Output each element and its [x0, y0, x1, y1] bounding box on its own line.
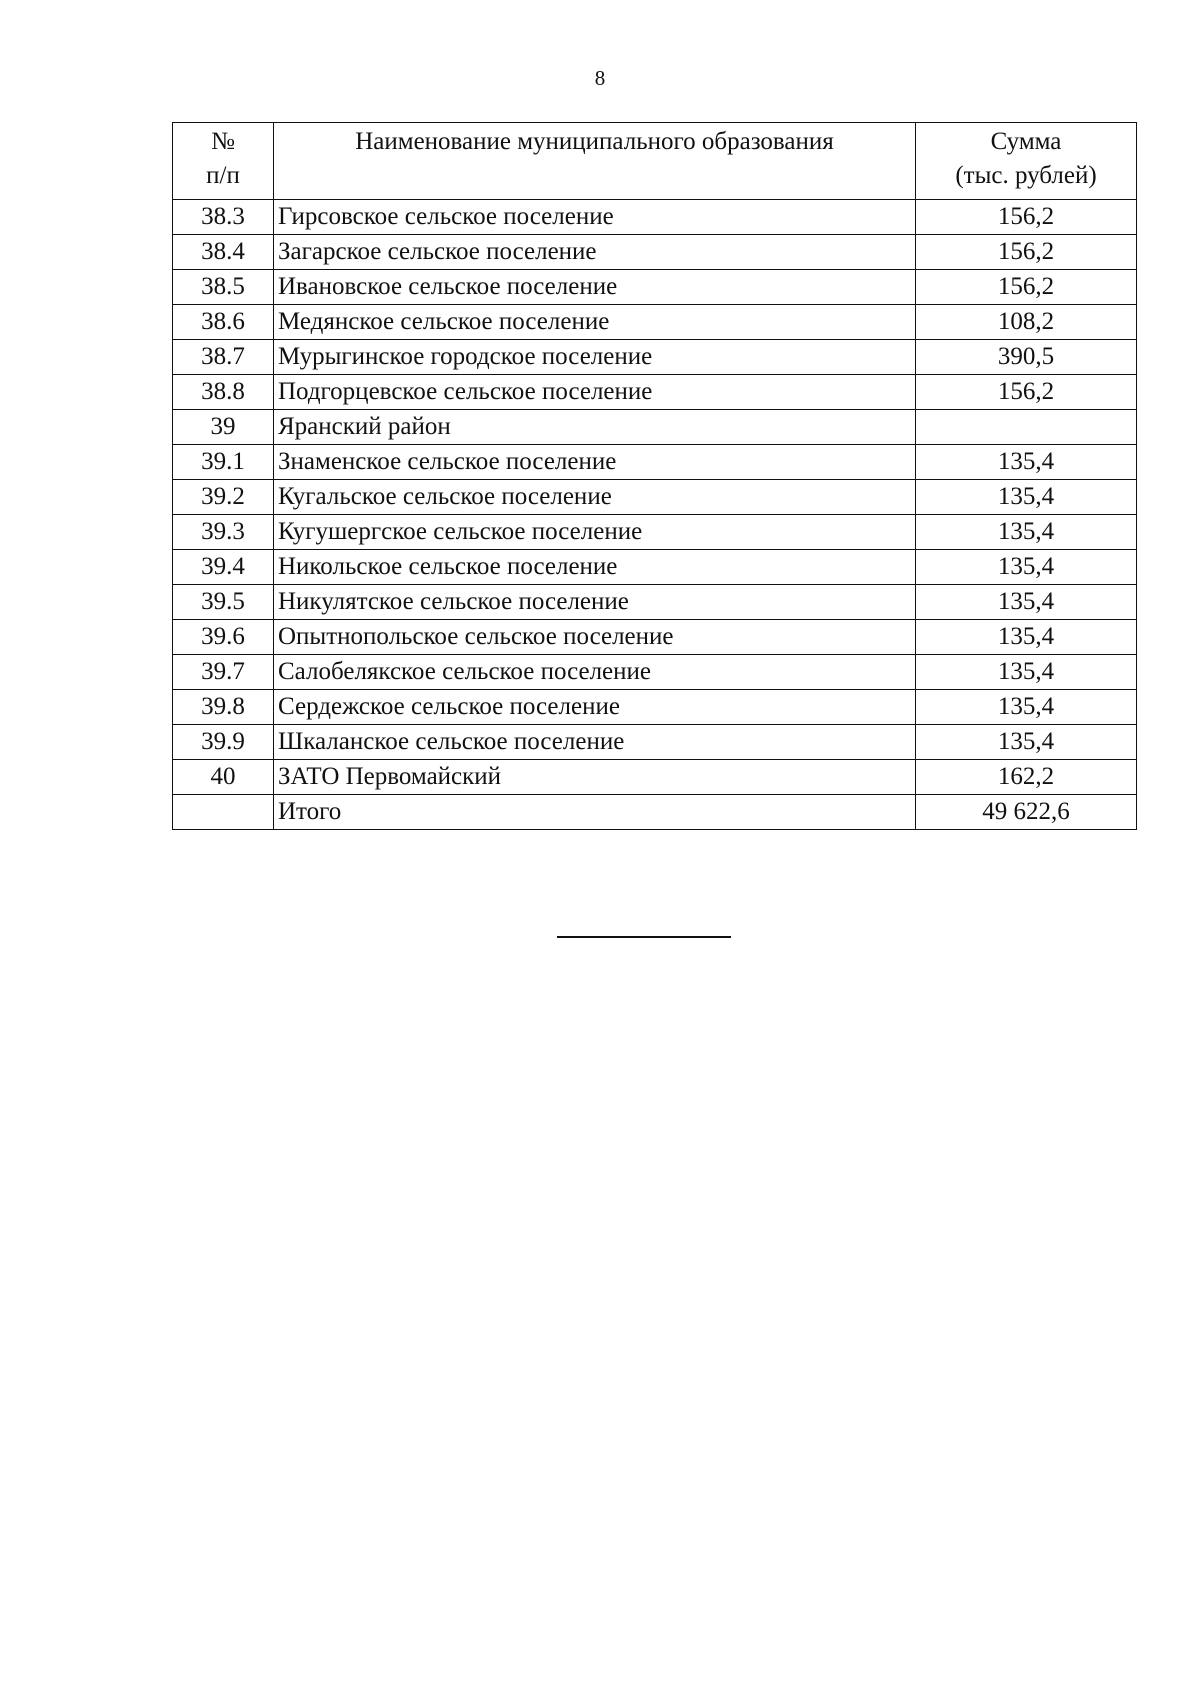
row-name: Ивановское сельское поселение: [274, 270, 916, 305]
row-name: Итого: [274, 795, 916, 830]
row-name: Шкаланское сельское поселение: [274, 725, 916, 760]
table-body: [173, 200, 1137, 830]
row-name: Кугушергское сельское поселение: [274, 515, 916, 550]
table-row: [173, 305, 1137, 340]
row-name: Никольское сельское поселение: [274, 550, 916, 585]
row-number: 39.1: [173, 445, 274, 480]
row-name: Загарское сельское поселение: [274, 235, 916, 270]
row-sum: 156,2: [916, 375, 1137, 410]
row-name: Салобелякское сельское поселение: [274, 655, 916, 690]
table-row: [173, 655, 1137, 690]
header-sum-line2: (тыс. рублей): [955, 162, 1097, 189]
row-name: Подгорцевское сельское поселение: [274, 375, 916, 410]
row-number: 39.2: [173, 480, 274, 515]
table-row: [173, 760, 1137, 795]
table-row: [173, 620, 1137, 655]
row-name: Яранский район: [274, 410, 916, 445]
table-row: [173, 270, 1137, 305]
row-sum: 135,4: [916, 620, 1137, 655]
table-header-row: [173, 123, 1137, 200]
end-of-document-rule: [557, 936, 731, 938]
header-name: [274, 123, 916, 200]
row-name: Мурыгинское городское поселение: [274, 340, 916, 375]
row-name: Никулятское сельское поселение: [274, 585, 916, 620]
row-sum: 135,4: [916, 655, 1137, 690]
row-number: 38.5: [173, 270, 274, 305]
header-number-line1: №: [211, 128, 235, 155]
table-row: [173, 445, 1137, 480]
header-number: [173, 123, 274, 200]
row-sum: 135,4: [916, 550, 1137, 585]
row-name: ЗАТО Первомайский: [274, 760, 916, 795]
row-number: 39.5: [173, 585, 274, 620]
row-number: 38.6: [173, 305, 274, 340]
table-row: [173, 585, 1137, 620]
table-row: [173, 235, 1137, 270]
row-sum: 162,2: [916, 760, 1137, 795]
table-row: [173, 550, 1137, 585]
row-sum: 156,2: [916, 200, 1137, 235]
row-name: Кугальское сельское поселение: [274, 480, 916, 515]
row-name: Знаменское сельское поселение: [274, 445, 916, 480]
table-row: [173, 200, 1137, 235]
row-number: [173, 795, 274, 830]
header-name-text: Наименование муниципального образования: [355, 128, 834, 155]
row-sum: 135,4: [916, 480, 1137, 515]
row-number: 39.8: [173, 690, 274, 725]
row-number: 40: [173, 760, 274, 795]
table-row: [173, 725, 1137, 760]
table-row: [173, 515, 1137, 550]
table-row: [173, 340, 1137, 375]
row-sum: 49 622,6: [916, 795, 1137, 830]
header-sum: [916, 123, 1137, 200]
row-name: Опытнопольское сельское поселение: [274, 620, 916, 655]
row-number: 39.9: [173, 725, 274, 760]
table-row: [173, 690, 1137, 725]
budget-allocation-table: [172, 122, 1137, 830]
row-number: 38.4: [173, 235, 274, 270]
row-number: 39.3: [173, 515, 274, 550]
row-name: Медянское сельское поселение: [274, 305, 916, 340]
row-sum: 390,5: [916, 340, 1137, 375]
row-sum: 135,4: [916, 585, 1137, 620]
row-number: 38.3: [173, 200, 274, 235]
row-sum: 135,4: [916, 445, 1137, 480]
row-number: 39.7: [173, 655, 274, 690]
row-number: 38.8: [173, 375, 274, 410]
header-number-line2: п/п: [206, 162, 240, 189]
table-row: [173, 480, 1137, 515]
row-sum: 135,4: [916, 725, 1137, 760]
row-number: 39: [173, 410, 274, 445]
row-sum: 156,2: [916, 270, 1137, 305]
row-number: 39.6: [173, 620, 274, 655]
row-number: 39.4: [173, 550, 274, 585]
row-name: Гирсовское сельское поселение: [274, 200, 916, 235]
page-number: 8: [594, 66, 606, 90]
row-name: Сердежское сельское поселение: [274, 690, 916, 725]
row-sum: 135,4: [916, 515, 1137, 550]
table-row: [173, 375, 1137, 410]
row-sum: 156,2: [916, 235, 1137, 270]
row-sum: [916, 410, 1137, 445]
row-number: 38.7: [173, 340, 274, 375]
row-sum: 135,4: [916, 690, 1137, 725]
row-sum: 108,2: [916, 305, 1137, 340]
header-sum-line1: Сумма: [990, 128, 1062, 155]
table-row-total: [173, 795, 1137, 830]
table-row: [173, 410, 1137, 445]
